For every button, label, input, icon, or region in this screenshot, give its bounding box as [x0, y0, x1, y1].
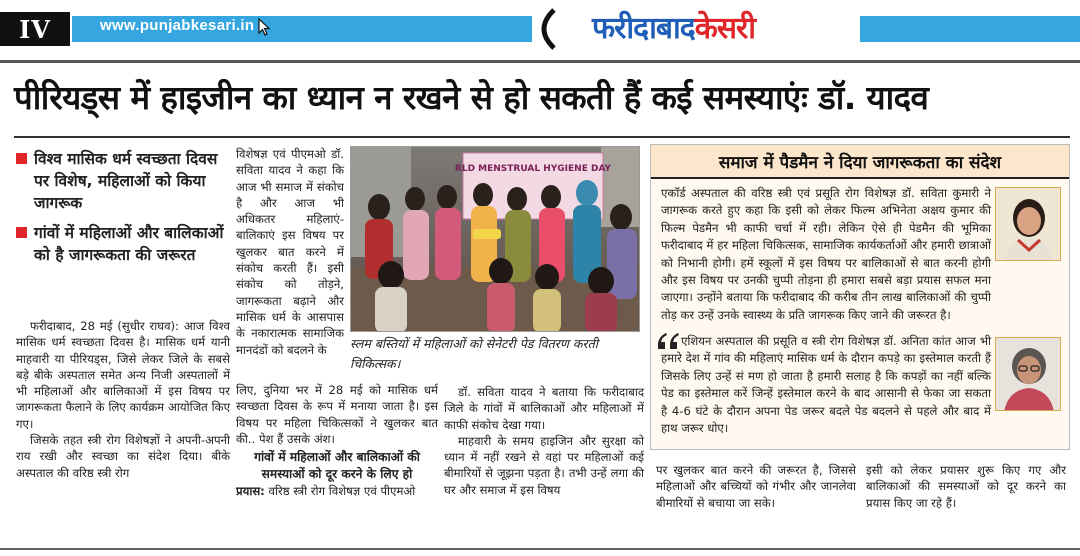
- article-column-2-bottom: [236, 382, 438, 499]
- article-subhead: गांवों में महिलाओं और बालिकाओं की समस्याओं को दूर करने के लिए हो: [254, 450, 420, 482]
- article-paragraph: विशेषज्ञ एवं पीएमओ डॉ. सविता यादव ने कहा कि आज भी समाज में संकोच है और आज भी अधिकतर महिलाएं-बालिकाएं इस विषय पर खुलकर बात करने में संकोच करती हैं। इसी संकोच को तोड़ने, जागरूकता बढ़ाने और मासिक धर्म के आसपास के नकारात्मक सामाजिक मानदंडों को बदलने के: [236, 147, 344, 357]
- highlight-text: गांवों में महिलाओं और बालिकाओं को है जागरूकता की जरूरत: [34, 224, 224, 264]
- article-paragraph: डॉ. सविता यादव ने बताया कि फरीदाबाद जिले के गांवों में बालिकाओं और महिलाओं में काफी संकोच देखा गया।: [444, 385, 644, 432]
- highlight-text: विश्व मासिक धर्म स्वच्छता दिवस पर विशेष, महिलाओं को किया जागरूक: [34, 150, 218, 212]
- bottom-divider: [0, 548, 1080, 550]
- article-column-5: [866, 462, 1066, 511]
- cursor-icon: [258, 18, 272, 36]
- masthead-part-2: केसरी: [694, 11, 756, 46]
- sidebar-title-rule: [651, 177, 1069, 179]
- doctor-portrait-1: [995, 187, 1061, 261]
- sidebar-paragraph-1: एकॉर्ड अस्पताल की वरिष्ठ स्त्री एवं प्रसूति रोग विशेषज्ञ डॉ. सविता कुमारी ने जागरूक करते हुए कहा कि इसी को लेकर फिल्म अभिनेता अक्षय कुमार की फिल्म पेडमैन भी काफी चर्चा में रही। लेकिन ऐसे ही पेडमैन की भूमिका फरीदाबाद में हर महिला चिकित्सक, सामाजिक कार्यकर्ताओं और हमारी छात्राओं को निभानी होगी। हमें स्कूलों में इस विषय पर बालिकाओं से बात करनी होगी और इस विषय पर उनकी चुप्पी तोड़ना ही हमारा सबसे बड़ा प्रयास सफल मना जाएगा। उन्होंने बताया कि फरीदाबाद की करीब तीन लाख बालिकाओं की चुप्पी तोड़ कर उन्हें उनके स्वास्थ्य के प्रति जागरूक किए जाने की जरूरत है।: [661, 186, 991, 322]
- page-number: IV: [0, 12, 70, 46]
- sidebar-paragraph-2-text: एशियन अस्पताल की प्रसूति व स्त्री रोग विशेषज्ञ डॉ. अनिता कांत आज भी हमारे देश में गांव की महिलाएं मासिक धर्म के दौरान कपड़े का इस्तेमाल करती हैं जिसके लिए उन्हें सं मण हो जाता है हमारी सलाह है कि कपड़ों का नहीं बल्कि पेड का इस्तेमाल करें जिन्हें इस्तेमाल करने के बाद आसानी से फेका जा सकता है 4-6 घंटे के दौरान अपना पेड जरूर बदले पेड बदलने से पहले और बाद में हाथ जरूर धोए।: [661, 334, 991, 436]
- masthead-part-1: फरीदाबाद: [592, 11, 695, 46]
- bracket-ornament-icon: [530, 8, 558, 50]
- doctor-portrait-2: [995, 337, 1061, 411]
- article-column-1: [16, 318, 230, 481]
- article-paragraph: लिए, दुनिया भर में 28 मई को मासिक धर्म स्वच्छता दिवस के रूप में मनाया जाता है। इस विषय पर महिला चिकित्सकों ने खुलकर बात की.. पेश हैं उसके अंश।: [236, 383, 438, 446]
- headline-divider: [14, 136, 1070, 138]
- square-bullet-icon: [16, 227, 27, 238]
- square-bullet-icon: [16, 153, 27, 164]
- highlights-box: [16, 148, 230, 274]
- subhead-text: वरिष्ठ स्त्री रोग विशेषज्ञ एवं पीएमओ: [268, 484, 416, 499]
- sidebar-title: समाज में पैडमैन ने दिया जागरूकता का संदेश: [651, 145, 1069, 177]
- main-headline: पीरियड्स में हाइजीन का ध्यान न रखने से हो सकती हैं कई समस्याएंः डॉ. यादव: [14, 78, 929, 117]
- article-column-3: [444, 384, 644, 498]
- article-paragraph: इसी को लेकर प्रयासर शुरू किए गए और बालिकाओं की समस्याओं को दूर करने का प्रयास किए जा रहे हैं।: [866, 463, 1066, 510]
- highlight-item: [16, 148, 230, 214]
- photo-illustration: [351, 147, 640, 332]
- article-paragraph: जिसके तहत स्त्री रोग विशेषज्ञों ने अपनी-अपनी राय रखी और स्वच्छा का संदेश दिया। बीके अस्पताल की वरिष्ठ स्त्री रोग: [16, 433, 230, 480]
- header-bar-right: [860, 16, 1080, 42]
- article-column-4: [656, 462, 856, 511]
- top-divider: [0, 60, 1080, 63]
- article-column-2: [236, 146, 344, 358]
- page-header: [0, 0, 1080, 56]
- photo-banner-text: RLD MENSTRUAL HYGIENE DAY: [454, 164, 612, 174]
- article-paragraph: फरीदाबाद, 28 मई (सुधीर राघव): आज विश्व मासिक धर्म स्वच्छता दिवस है। मासिक धर्म यानी माहवारी या पीरियड्स, जिसे लेकर जिले के सबसे बड़े बीके अस्पताल समेत अन्य निजी अस्पतालों में भी महिलाओं और बालिकाओं में इस विषय पर जागरूकता फैलाने के लिए कार्यक्रम आयोजित किए गए।: [16, 319, 230, 431]
- sidebar-paragraph-2: [661, 333, 991, 437]
- photo-caption: स्लम बस्तियों में महिलाओं को सेनेटरी पेड वितरण करती चिकित्सक।: [350, 336, 598, 371]
- subhead-lead-paragraph: [236, 484, 415, 498]
- article-paragraph: माहवारी के समय हाइजिन और सुरक्षा को ध्यान में नहीं रखने से वहां पर महिलाओं कई बीमारियों से जूझना पड़ता है। तभी उन्हें लगा की घर और समाज में इस विषय: [444, 433, 644, 497]
- highlight-item: [16, 222, 230, 266]
- subhead-lead: प्रयास:: [236, 484, 265, 499]
- site-url[interactable]: www.punjabkesari.in: [100, 17, 255, 34]
- news-photo: [350, 146, 640, 332]
- sidebar-box: [650, 144, 1070, 450]
- masthead-logo: [592, 6, 755, 47]
- article-paragraph: पर खुलकर बात करने की जरूरत है, जिससे महिलाओं और बच्चियों को गंभीर और जानलेवा बीमारियों से बचाया जा सके।: [656, 463, 856, 510]
